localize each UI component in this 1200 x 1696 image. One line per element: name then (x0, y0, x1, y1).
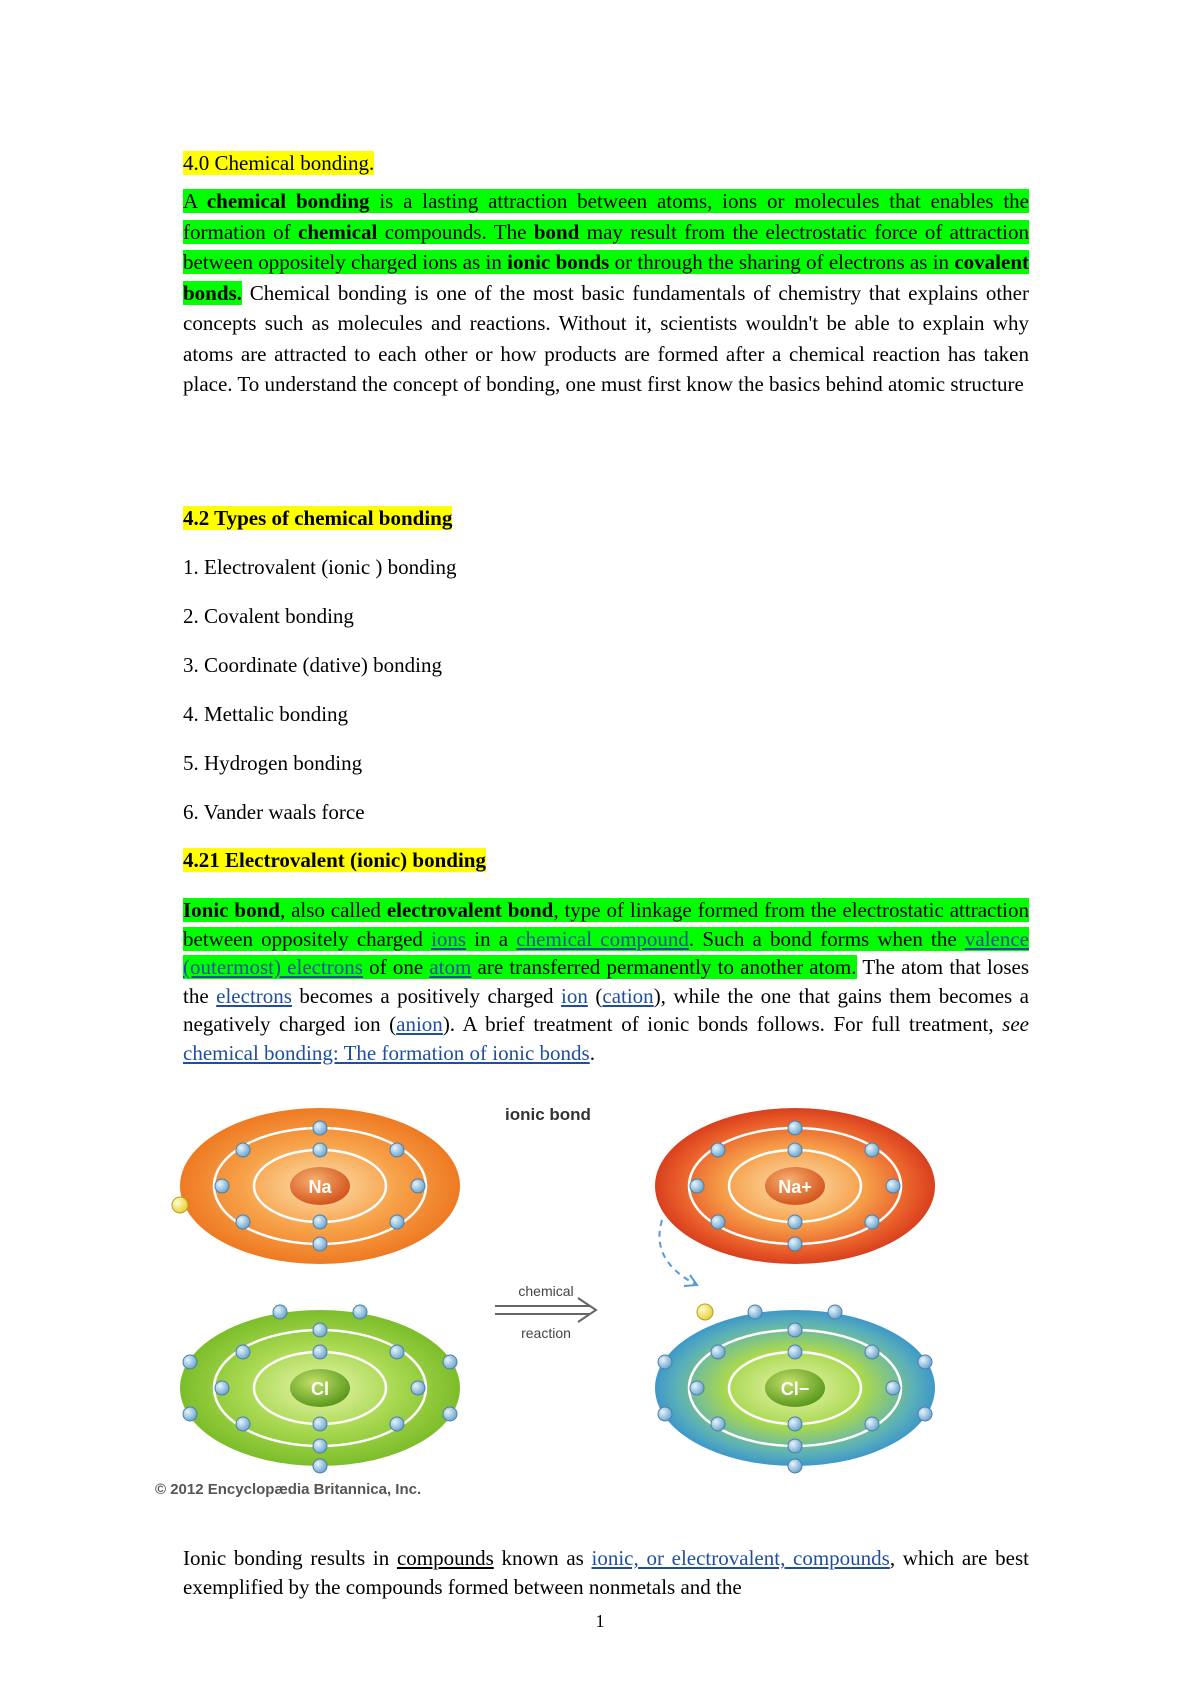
arrow-label-top: chemical (518, 1283, 574, 1299)
link-compounds[interactable]: compounds (396, 1546, 494, 1570)
section-4-21-paragraph: Ionic bond, also called electrovalent bond, type of linkage formed from the electrostatic attraction between oppositely charged ions in a chemical compound. Such a bond forms when the valence (outermost) electrons of one atom are transferred permanently to another atom. The atom that loses the electrons becomes a positively charged ion (cation), while the one that gains them becomes a negatively charged ion (anion). A brief treatment of ionic bonds follows. For full treatment, see chemical bonding: The formation of ionic bonds. (183, 898, 1030, 1065)
link-valence-electrons[interactable]: valence (outermost) electrons (183, 926, 1029, 979)
reaction-arrow (495, 1283, 596, 1341)
ionic-bond-diagram (150, 1100, 1050, 1500)
section-4-0-paragraph: A chemical bonding is a lasting attraction between atoms, ions or molecules that enables the formation of chemical compounds. The bond may result from the electrostatic force of attraction between oppositely charged ions as in ionic bonds or through the sharing of electrons as in covalent bonds. Chemical bonding is one of the most basic fundamentals of chemistry that explains other concepts such as molecules and reactions. Without it, scientists wouldn't be able to explain why atoms are attracted to each other or how products are formed after a chemical reaction has taken place. To understand the concept of bonding, one must first know the basics behind atomic structure (183, 189, 1029, 396)
figure-credit: © 2012 Encyclopædia Britannica, Inc. (155, 1481, 422, 1498)
arrow-label-bottom: reaction (521, 1325, 571, 1341)
list-item: 3. Coordinate (dative) bonding (183, 653, 442, 677)
link-ion[interactable]: ion (561, 983, 588, 1008)
list-item: 5. Hydrogen bonding (183, 751, 363, 775)
link-cation[interactable]: cation (602, 983, 654, 1008)
figure-title: ionic bond (505, 1105, 591, 1124)
list-item: 2. Covalent bonding (183, 604, 354, 628)
link-ionic-compounds[interactable]: ionic, or electrovalent, compounds (591, 1546, 890, 1570)
section-4-21-heading: 4.21 Electrovalent (ionic) bonding (183, 848, 486, 872)
section-4-2-heading: 4.2 Types of chemical bonding (183, 506, 453, 530)
sodium-atom (172, 1108, 460, 1264)
cl-label: Cl (311, 1379, 329, 1399)
link-anion[interactable]: anion (396, 1012, 443, 1036)
cl-ion-label: Cl− (780, 1379, 810, 1399)
chlorine-atom (180, 1305, 460, 1473)
list-item: 1. Electrovalent (ionic ) bonding (183, 555, 457, 579)
link-electrons[interactable]: electrons (216, 983, 292, 1008)
section-4-0-heading: 4.0 Chemical bonding. (183, 151, 375, 175)
sodium-ion (655, 1108, 935, 1264)
link-ions[interactable]: ions (431, 926, 467, 951)
na-label: Na (308, 1177, 332, 1197)
link-chemical-bonding-ionic[interactable]: chemical bonding: The formation of ionic bonds (183, 1040, 590, 1065)
list-item: 4. Mettalic bonding (183, 702, 349, 726)
link-chemical-compound[interactable]: chemical compound (516, 926, 689, 951)
list-item: 6. Vander waals force (183, 800, 365, 824)
page-number: 1 (595, 1611, 605, 1631)
link-atom[interactable]: atom (429, 955, 472, 979)
chloride-ion (655, 1304, 935, 1473)
closing-paragraph: Ionic bonding results in compounds known as ionic, or electrovalent, compounds, which are best exemplified by the compounds formed between nonmetals and the (183, 1546, 1029, 1599)
na-ion-label: Na+ (778, 1177, 812, 1197)
